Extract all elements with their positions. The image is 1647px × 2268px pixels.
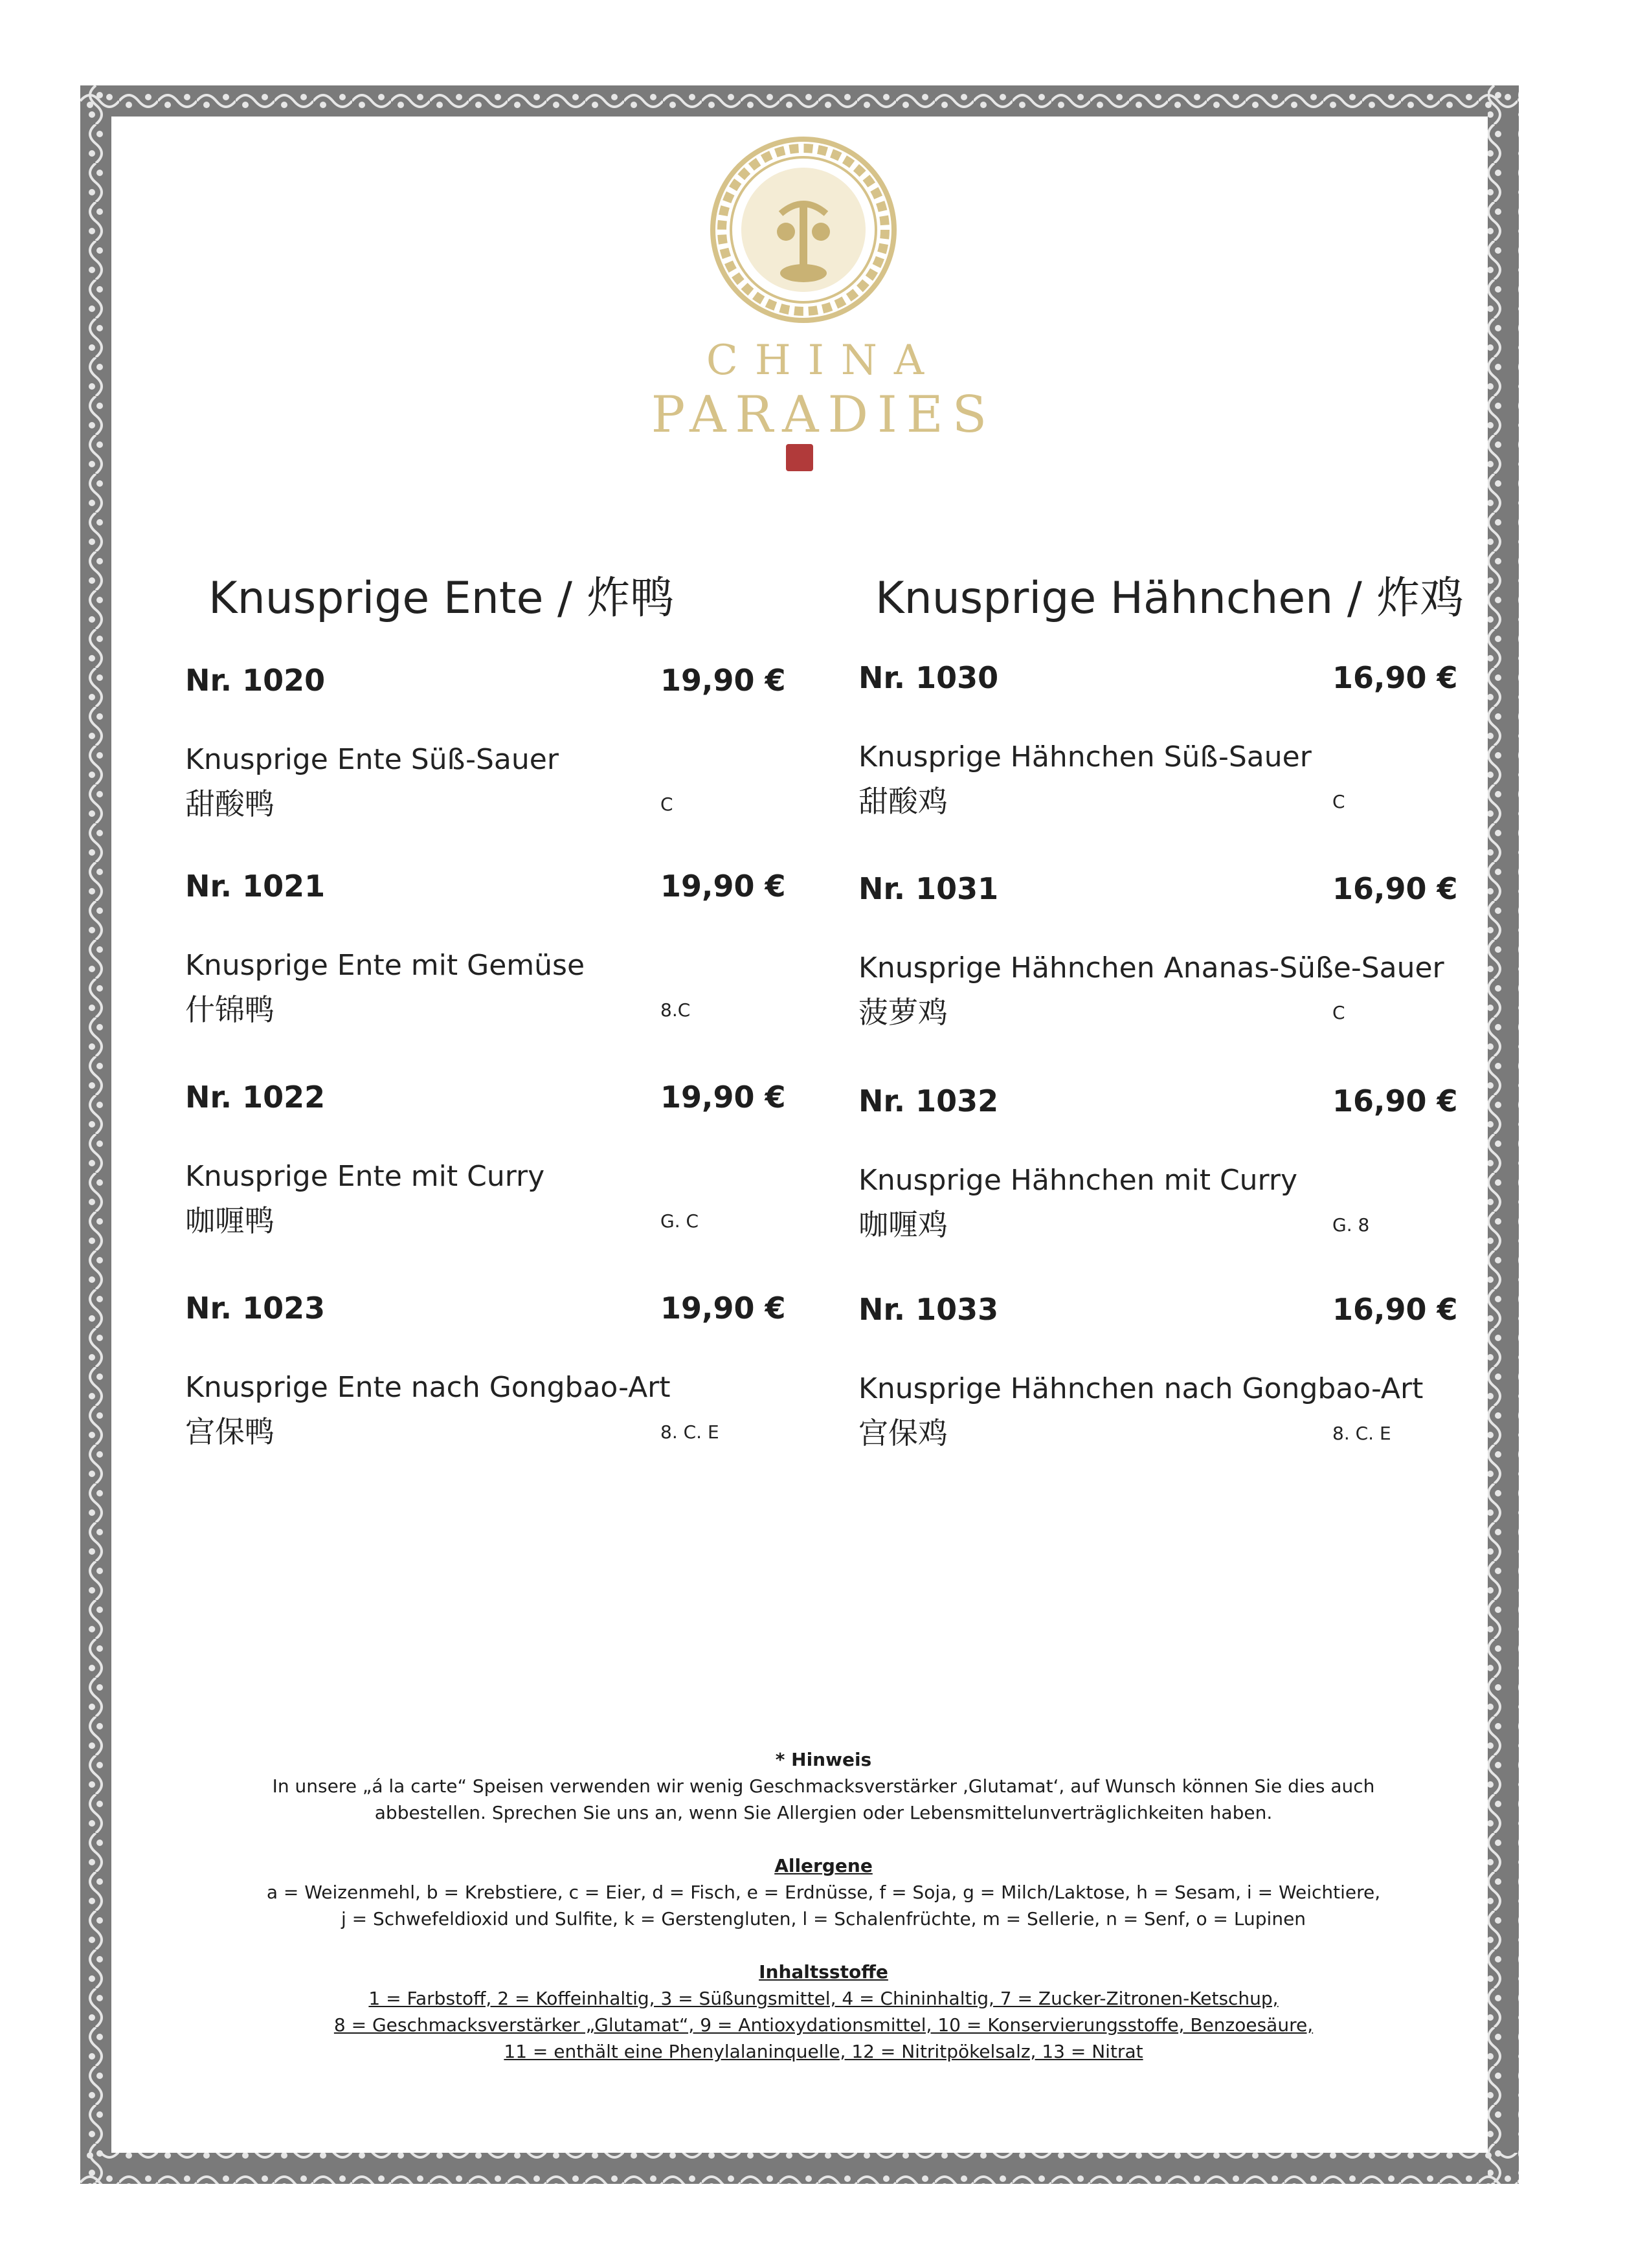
dish-chinese-name: 什锦鸭 (185, 992, 274, 1027)
brand-name-line1: CHINA (706, 337, 941, 384)
item-price: 16,90 € (1332, 660, 1458, 695)
dish-chinese-name: 宫保鸡 (858, 1416, 948, 1451)
dish-chinese-name: 咖喱鸡 (858, 1207, 948, 1242)
item-price: 19,90 € (660, 869, 786, 904)
allergene-text-line1: a = Weizenmehl, b = Krebstiere, c = Eier, d = Fisch, e = Erdnüsse, f = Soja, g = Milch/Laktose, h = Sesam, i = Weichtiere, (266, 1882, 1381, 1903)
allergen-code: 8. C. E (1332, 1423, 1391, 1444)
item-number: Nr. 1030 (858, 660, 999, 695)
inhaltsstoffe-title: Inhaltsstoffe (759, 1961, 888, 1983)
hinweis-text-line2: abbestellen. Sprechen Sie uns an, wenn Sie Allergien oder Lebensmittelunverträglichkeiten haben. (374, 1802, 1273, 1823)
dish-name: Knusprige Hähnchen nach Gongbao-Art (858, 1372, 1424, 1405)
china-paradies-logo-icon (710, 136, 897, 324)
allergen-code: C (1332, 791, 1345, 812)
item-number: Nr. 1033 (858, 1292, 999, 1327)
dish-name: Knusprige Hähnchen Süß-Sauer (858, 740, 1312, 773)
item-price: 19,90 € (660, 1080, 786, 1115)
allergene-title: Allergene (774, 1855, 873, 1876)
dish-name: Knusprige Hähnchen mit Curry (858, 1164, 1298, 1197)
dish-chinese-name: 甜酸鸭 (185, 786, 274, 821)
hinweis-title: * Hinweis (775, 1749, 872, 1770)
item-number: Nr. 1031 (858, 871, 999, 906)
inhaltsstoffe-text-line1: 1 = Farbstoff, 2 = Koffeinhaltig, 3 = Süßungsmittel, 4 = Chininhaltig, 7 = Zucker-Zitronen-Ketschup, (368, 1988, 1279, 2009)
red-seal-stamp-icon (786, 444, 813, 471)
section-title-haehnchen: Knusprige Hähnchen / 炸鸡 (875, 573, 1464, 624)
inhaltsstoffe-text-line3: 11 = enthält eine Phenylalaninquelle, 12 = Nitritpökelsalz, 13 = Nitrat (504, 2041, 1143, 2062)
allergene-text-line2: j = Schwefeldioxid und Sulfite, k = Gerstengluten, l = Schalenfrüchte, m = Sellerie, n = Senf, o = Lupinen (341, 1908, 1306, 1929)
dish-name: Knusprige Ente mit Gemüse (185, 949, 585, 982)
item-number: Nr. 1023 (185, 1291, 326, 1326)
item-price: 19,90 € (660, 663, 786, 698)
allergen-code: G. 8 (1332, 1214, 1370, 1236)
item-price: 16,90 € (1332, 871, 1458, 906)
item-number: Nr. 1022 (185, 1080, 326, 1115)
brand-name-line2: PARADIES (651, 386, 996, 444)
dish-chinese-name: 菠萝鸡 (858, 995, 948, 1030)
dish-name: Knusprige Ente mit Curry (185, 1160, 545, 1193)
hinweis-text-line1: In unsere „á la carte“ Speisen verwenden wir wenig Geschmacksverstärker ‚Glutamat‘, auf Wunsch können Sie dies auch (272, 1775, 1375, 1797)
dish-chinese-name: 咖喱鸭 (185, 1203, 274, 1238)
item-price: 16,90 € (1332, 1292, 1458, 1327)
dish-chinese-name: 甜酸鸡 (858, 784, 948, 819)
allergen-code: G. C (660, 1210, 699, 1232)
item-number: Nr. 1021 (185, 869, 326, 904)
allergen-code: 8. C. E (660, 1421, 719, 1443)
allergen-code: C (660, 794, 673, 815)
item-price: 19,90 € (660, 1291, 786, 1326)
item-number: Nr. 1020 (185, 663, 326, 698)
section-title-ente: Knusprige Ente / 炸鸭 (208, 573, 675, 624)
item-number: Nr. 1032 (858, 1084, 999, 1118)
inhaltsstoffe-text-line2: 8 = Geschmacksverstärker „Glutamat“, 9 = Antioxydationsmittel, 10 = Konservierungsstoffe, Benzoesäure, (333, 2014, 1314, 2036)
dish-name: Knusprige Ente nach Gongbao-Art (185, 1371, 671, 1404)
allergen-code: 8.C (660, 999, 691, 1021)
item-price: 16,90 € (1332, 1084, 1458, 1118)
dish-name: Knusprige Ente Süß-Sauer (185, 743, 559, 776)
dish-chinese-name: 宫保鸭 (185, 1414, 274, 1449)
dish-name: Knusprige Hähnchen Ananas-Süße-Sauer (858, 951, 1444, 984)
allergen-code: C (1332, 1002, 1345, 1023)
notes-section (0, 1746, 1647, 2065)
